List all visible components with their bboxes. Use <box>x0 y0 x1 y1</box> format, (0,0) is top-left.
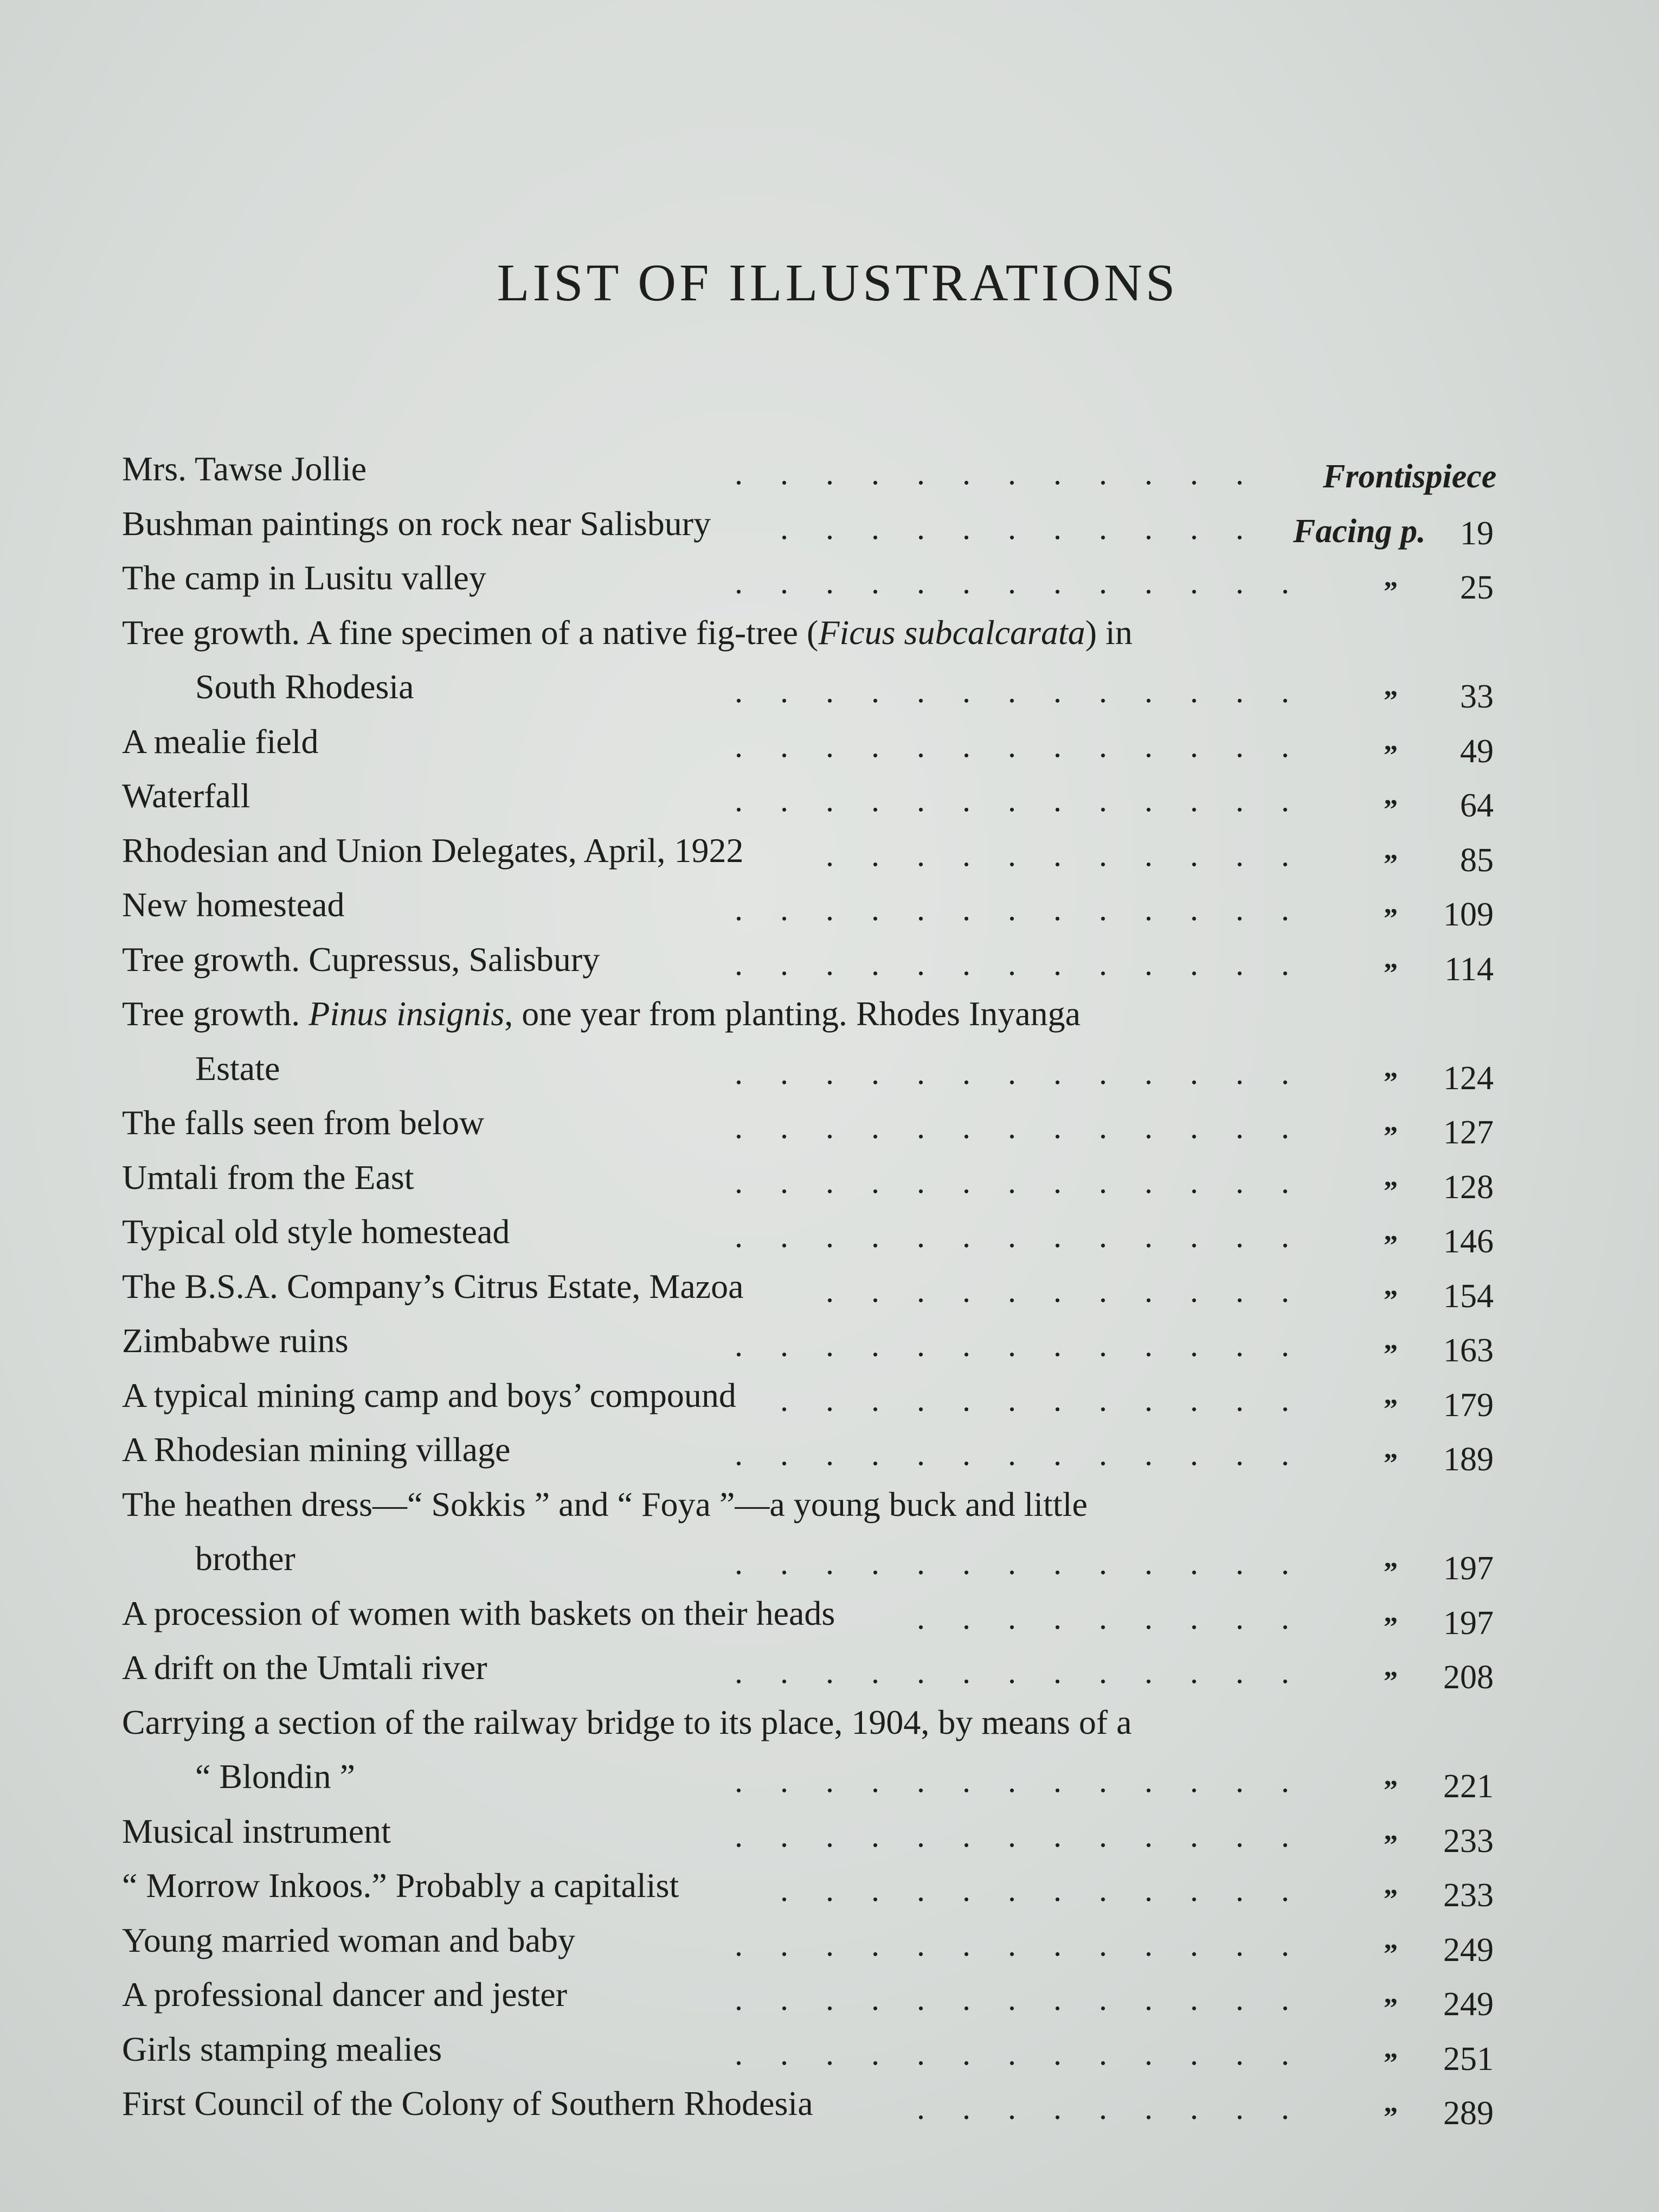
ditto-mark: ” <box>1384 1557 1398 1588</box>
list-item <box>122 660 1499 715</box>
dot-leader: . . . . . . . . . . . . <box>780 1381 1289 1418</box>
list-item <box>122 1096 1499 1150</box>
page-number: 33 <box>1460 678 1494 715</box>
page-reference-label: Facing p. <box>1293 512 1426 550</box>
page-number: 109 <box>1443 896 1494 933</box>
dot-leader: . . . . . . . . . . . . . <box>735 946 1289 982</box>
dot-leader: . . . . . . . . . . . . . <box>735 564 1289 600</box>
ditto-mark: ” <box>1384 2047 1398 2079</box>
list-item <box>122 1641 1499 1695</box>
page-number: 49 <box>1460 732 1494 770</box>
ditto-mark: ” <box>1384 1339 1398 1370</box>
ditto-mark: ” <box>1384 903 1398 934</box>
illustration-caption: Umtali from the East <box>122 1158 414 1197</box>
dot-leader: . . . . . . . . . . . <box>780 510 1244 546</box>
dot-leader: . . . . . . . . . . . . <box>780 1872 1289 1908</box>
page-number: 163 <box>1443 1332 1494 1369</box>
list-item <box>122 1913 1499 1968</box>
page-number: 208 <box>1443 1659 1494 1696</box>
dot-leader: . . . . . . . . . . . . . <box>735 1054 1289 1091</box>
list-item <box>122 824 1499 878</box>
illustration-caption: Bushman paintings on rock near Salisbury <box>122 504 711 543</box>
ditto-mark: ” <box>1384 1666 1398 1697</box>
page-number: 249 <box>1443 1931 1494 1969</box>
dot-leader: . . . . . . . . . . . . . <box>735 1163 1289 1200</box>
ditto-mark: ” <box>1384 1393 1398 1425</box>
ditto-mark: ” <box>1384 740 1398 771</box>
ditto-mark: ” <box>1384 1775 1398 1806</box>
ditto-mark: ” <box>1384 1066 1398 1098</box>
dot-leader: . . . . . . . . . <box>917 2090 1289 2126</box>
list-item <box>122 1967 1499 2022</box>
ditto-mark: ” <box>1384 2102 1398 2133</box>
dot-leader: . . . . . . . . . . . . <box>735 455 1244 491</box>
ditto-mark: ” <box>1384 1829 1398 1861</box>
dot-leader: . . . . . . . . . . . . . <box>735 1817 1289 1854</box>
illustration-caption: Rhodesian and Union Delegates, April, 1922 <box>122 831 744 870</box>
page-number: 189 <box>1443 1441 1494 1478</box>
page-number: 197 <box>1443 1550 1494 1587</box>
dot-leader: . . . . . . . . . . . . . <box>735 728 1289 764</box>
illustration-caption: The B.S.A. Company’s Citrus Estate, Mazoa <box>122 1266 744 1306</box>
illustration-caption: Mrs. Tawse Jollie <box>122 449 367 488</box>
page-number: 114 <box>1444 950 1494 988</box>
page-number: 146 <box>1443 1223 1494 1260</box>
page-number: 154 <box>1443 1277 1494 1315</box>
list-item <box>122 769 1499 824</box>
page-number: 19 <box>1460 515 1494 552</box>
list-item <box>122 878 1499 933</box>
list-item <box>122 497 1499 551</box>
page-reference-label: Frontispiece <box>1323 458 1497 495</box>
page-number: 249 <box>1443 1986 1494 2023</box>
ditto-mark: ” <box>1384 848 1398 880</box>
list-item <box>122 1368 1499 1423</box>
illustration-caption: South Rhodesia <box>195 667 414 706</box>
illustration-caption: A drift on the Umtali river <box>122 1648 487 1687</box>
ditto-mark: ” <box>1384 1230 1398 1261</box>
ditto-mark: ” <box>1384 685 1398 716</box>
page-number: 289 <box>1443 2095 1494 2132</box>
list-item <box>122 1259 1499 1314</box>
page-number: 85 <box>1460 841 1494 879</box>
list-item <box>122 606 1499 660</box>
dot-leader: . . . . . . . . . . . . . <box>735 782 1289 818</box>
illustration-caption: The falls seen from below <box>122 1103 485 1142</box>
illustration-list <box>122 442 1499 2131</box>
ditto-mark: ” <box>1384 1993 1398 2024</box>
ditto-mark: ” <box>1384 1938 1398 1970</box>
dot-leader: . . . . . . . . . . . <box>826 837 1289 873</box>
dot-leader: . . . . . . . . . . . . . <box>735 1926 1289 1963</box>
list-item <box>122 1477 1499 1532</box>
list-item <box>122 1314 1499 1368</box>
list-item <box>122 2022 1499 2077</box>
ditto-mark: ” <box>1384 1284 1398 1316</box>
page-number: 124 <box>1443 1059 1494 1097</box>
dot-leader: . . . . . . . . . . . . . <box>735 2035 1289 2072</box>
dot-leader: . . . . . . . . . . . . . <box>735 1218 1289 1254</box>
list-item <box>122 1150 1499 1205</box>
illustration-caption: brother <box>195 1539 295 1578</box>
ditto-mark: ” <box>1384 1884 1398 1915</box>
illustration-caption: Musical instrument <box>122 1811 391 1850</box>
dot-leader: . . . . . . . . . . . <box>826 1272 1289 1309</box>
page-number: 127 <box>1443 1114 1494 1151</box>
list-item <box>122 1859 1499 1913</box>
illustration-caption: A professional dancer and jester <box>122 1975 568 2014</box>
list-item <box>122 1205 1499 1259</box>
illustration-caption: Young married woman and baby <box>122 1920 576 1959</box>
illustration-caption: Zimbabwe ruins <box>122 1321 349 1360</box>
illustration-caption: A procession of women with baskets on their heads <box>122 1593 835 1632</box>
illustration-caption: Tree growth. A fine specimen of a native fig-tree (Ficus subcalcarata) in <box>122 613 1133 652</box>
illustration-caption: Estate <box>195 1049 280 1088</box>
dot-leader: . . . . . . . . . . . . . <box>735 673 1289 709</box>
page-title: LIST OF ILLUSTRATIONS <box>497 253 1179 312</box>
ditto-mark: ” <box>1384 1611 1398 1643</box>
dot-leader: . . . . . . . . . . . . . <box>735 891 1289 927</box>
illustration-caption: A mealie field <box>122 722 319 761</box>
dot-leader: . . . . . . . . . . . . . <box>735 1545 1289 1581</box>
page-number: 179 <box>1443 1386 1494 1424</box>
list-item <box>122 1532 1499 1586</box>
illustration-caption: New homestead <box>122 885 345 924</box>
illustration-caption: Typical old style homestead <box>122 1212 510 1251</box>
list-item <box>122 933 1499 987</box>
dot-leader: . . . . . . . . . <box>917 1599 1289 1636</box>
page-number: 25 <box>1460 569 1494 606</box>
illustration-caption: Carrying a section of the railway bridge to its place, 1904, by means of a <box>122 1702 1132 1741</box>
ditto-mark: ” <box>1384 1448 1398 1479</box>
ditto-mark: ” <box>1384 1121 1398 1152</box>
page-number: 64 <box>1460 787 1494 824</box>
illustration-caption: Tree growth. Pinus insignis, one year from planting. Rhodes Inyanga <box>122 994 1081 1033</box>
illustration-caption: Girls stamping mealies <box>122 2029 442 2068</box>
list-item <box>122 1586 1499 1641</box>
illustration-caption: A typical mining camp and boys’ compound <box>122 1375 736 1414</box>
illustration-caption: “ Morrow Inkoos.” Probably a capitalist <box>122 1866 679 1905</box>
page-number: 251 <box>1443 2040 1494 2078</box>
list-item <box>122 1695 1499 1750</box>
illustration-caption: A Rhodesian mining village <box>122 1430 511 1469</box>
dot-leader: . . . . . . . . . . . . . <box>735 1109 1289 1145</box>
illustration-caption: Tree growth. Cupressus, Salisbury <box>122 940 600 979</box>
dot-leader: . . . . . . . . . . . . . <box>735 1763 1289 1799</box>
dot-leader: . . . . . . . . . . . . . <box>735 1654 1289 1690</box>
list-item <box>122 1750 1499 1804</box>
list-item <box>122 1804 1499 1859</box>
page-number: 233 <box>1443 1877 1494 1914</box>
dot-leader: . . . . . . . . . . . . . <box>735 1327 1289 1363</box>
ditto-mark: ” <box>1384 957 1398 989</box>
page-number: 197 <box>1443 1604 1494 1642</box>
list-item <box>122 1423 1499 1477</box>
ditto-mark: ” <box>1384 794 1398 825</box>
illustration-caption: First Council of the Colony of Southern Rhodesia <box>122 2084 813 2123</box>
illustration-caption: Waterfall <box>122 776 250 815</box>
ditto-mark: ” <box>1384 1175 1398 1207</box>
dot-leader: . . . . . . . . . . . . . <box>735 1981 1289 2017</box>
list-item <box>122 551 1499 606</box>
ditto-mark: ” <box>1384 576 1398 607</box>
dot-leader: . . . . . . . . . . . . . <box>735 1436 1289 1472</box>
illustration-caption: The camp in Lusitu valley <box>122 558 486 597</box>
list-item <box>122 987 1499 1041</box>
list-item <box>122 2076 1499 2131</box>
list-item <box>122 1041 1499 1096</box>
list-item <box>122 715 1499 769</box>
illustration-caption: The heathen dress—“ Sokkis ” and “ Foya ”—a young buck and little <box>122 1484 1088 1523</box>
illustration-caption: “ Blondin ” <box>195 1757 356 1796</box>
page-number: 233 <box>1443 1822 1494 1860</box>
page-number: 221 <box>1443 1768 1494 1805</box>
list-item <box>122 442 1499 497</box>
page-number: 128 <box>1443 1168 1494 1206</box>
